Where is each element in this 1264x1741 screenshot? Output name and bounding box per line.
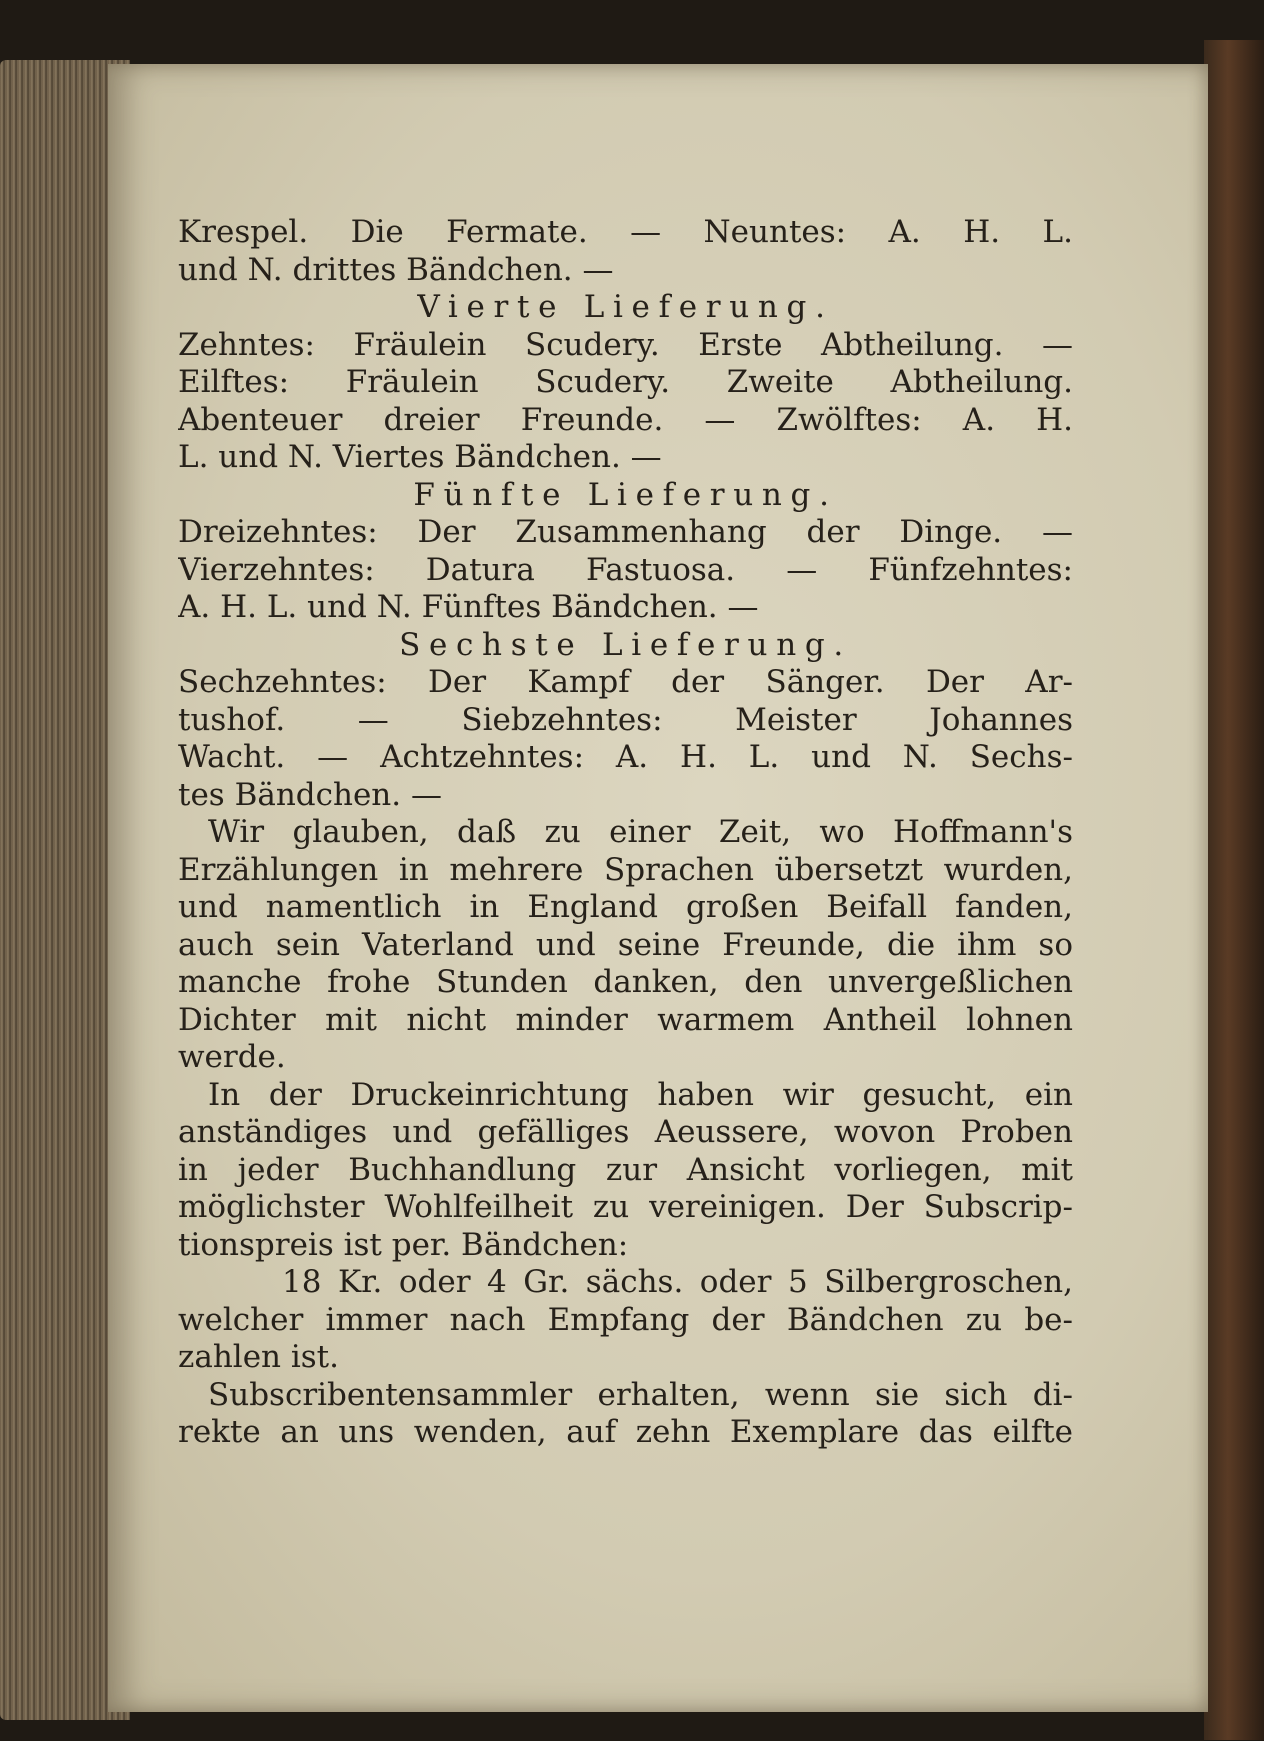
text-line: welcher immer nach Empfang der Bändchen zu be- — [178, 1301, 1073, 1338]
text-line: Vierzehntes: Datura Fastuosa. — Fünfzehntes: — [178, 551, 1073, 588]
book-cover-edge — [1204, 40, 1264, 1740]
text-line: werde. — [178, 1039, 286, 1075]
text-line: anständiges und gefälliges Aeussere, wovon Proben — [178, 1114, 1073, 1150]
paragraph-line: Wir glauben, daß zu einer Zeit, wo Hoffmann's — [208, 814, 1073, 850]
text-line: tushof. — Siebzehntes: Meister Johannes — [178, 701, 1073, 738]
text-line: in jeder Buchhandlung zur Ansicht vorliegen, mit — [178, 1151, 1073, 1188]
section-heading-sechste-lieferung: Sechste Lieferung. — [399, 626, 852, 663]
text-line: Abenteuer dreier Freunde. — Zwölftes: A. H. — [178, 401, 1073, 438]
text-line: Sechzehntes: Der Kampf der Sänger. Der Ar- — [178, 664, 1073, 700]
text-line: tionspreis ist per. Bändchen: — [178, 1226, 629, 1263]
text-line: A. H. L. und N. Fünftes Bändchen. — — [178, 589, 759, 625]
text-line: auch sein Vaterland und seine Freunde, die ihm so — [178, 926, 1073, 963]
text-line: Eilftes: Fräulein Scudery. Zweite Abtheilung. — [178, 364, 1073, 400]
text-line: und namentlich in England großen Beifall fanden, — [178, 889, 1073, 925]
text-line: Dreizehntes: Der Zusammenhang der Dinge. — — [178, 514, 1073, 550]
text-line: Wacht. — Achtzehntes: A. H. L. und N. Sechs- — [178, 739, 1073, 775]
text-line: Krespel. Die Fermate. — Neuntes: A. H. L. — [178, 214, 1073, 250]
text-line: rekte an uns wenden, auf zehn Exemplare das eilfte — [178, 1414, 1073, 1450]
section-heading-fuenfte-lieferung: Fünfte Lieferung. — [413, 476, 838, 513]
text-line: zahlen ist. — [178, 1339, 339, 1375]
text-line: Zehntes: Fräulein Scudery. Erste Abtheilung. — — [178, 326, 1073, 363]
text-line: tes Bändchen. — — [178, 776, 442, 813]
price-line: 18 Kr. oder 4 Gr. sächs. oder 5 Silbergroschen, — [282, 1264, 1073, 1300]
section-heading-vierte-lieferung: Vierte Lieferung. — [417, 289, 834, 325]
text-line: manche frohe Stunden danken, den unvergeßlichen — [178, 964, 1073, 1000]
text-line: Dichter mit nicht minder warmem Antheil lohnen — [178, 1001, 1073, 1038]
text-line: möglichster Wohlfeilheit zu vereinigen. Der Subscrip- — [178, 1189, 1073, 1225]
text-line: Erzählungen in mehrere Sprachen übersetzt wurden, — [178, 851, 1073, 888]
paragraph-line: Subscribentensammler erhalten, wenn sie sich di- — [208, 1376, 1073, 1413]
paragraph-line: In der Druckeinrichtung haben wir gesucht, ein — [208, 1076, 1073, 1113]
page-text — [178, 214, 1073, 1452]
text-line: L. und N. Viertes Bändchen. — — [178, 439, 662, 475]
text-line: und N. drittes Bändchen. — — [178, 251, 614, 288]
